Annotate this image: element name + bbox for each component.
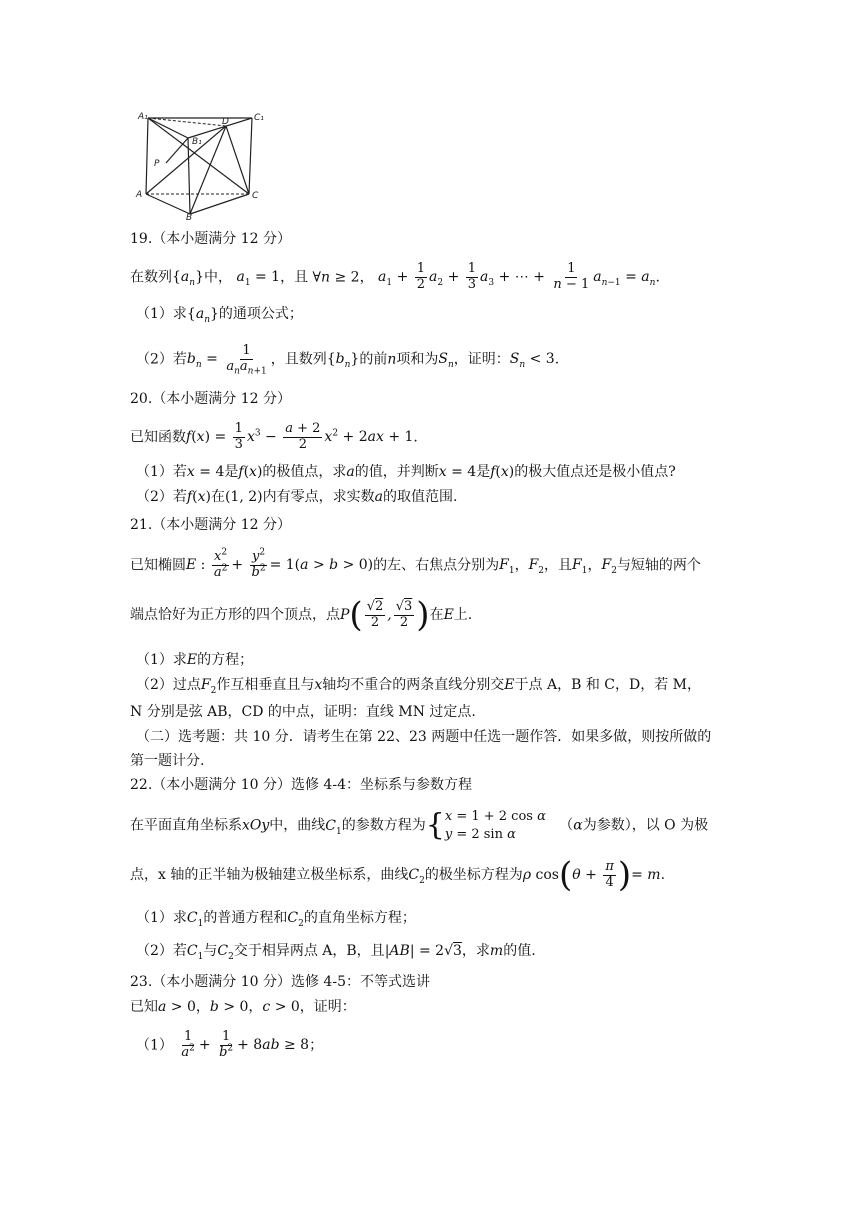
q21-stem-line2: 端点恰好为正方形的四个顶点，点P( $\frac{√2}{2}$ , $\frac{√3}{2}$ )在E上.	[130, 595, 473, 635]
q23-part1: （1） $\frac{1}{a^2}$ + $\frac{1}{b^2}$ + 8ab ≥ 8；	[136, 1029, 324, 1060]
q22-part1: （1）求$C_1$的普通方程和$C_2$的直角坐标方程；	[136, 910, 416, 929]
q21-part2-line2: N 分别是弦 AB，CD 的中点，证明：直线 MN 过定点.	[130, 704, 476, 720]
q21-stem: 已知椭圆E : $\frac{x^2}{a^2}$ + $\frac{y^2}{b^2}$ = 1(a > b > 0)的左、右焦点分别为$F_1$，$F_2$，且$F_1$，$F_2$与短轴的两个	[130, 547, 701, 580]
q22-heading: 22.（本小题满分 10 分）选修 4-4：坐标系与参数方程	[130, 777, 472, 793]
label-c1: C₁	[254, 113, 264, 123]
label-a: A	[136, 190, 143, 200]
label-a1: A₁	[138, 112, 148, 122]
q19-part1: （1）求$\{a_n\}$的通项公式；	[136, 306, 303, 325]
label-b: B	[186, 213, 193, 220]
q21-heading: 21.（本小题满分 12 分）	[130, 517, 291, 533]
label-d: D	[222, 117, 229, 127]
q20-heading: 20.（本小题满分 12 分）	[130, 391, 291, 407]
q23-stem: 已知a > 0，b > 0，c > 0，证明：	[130, 999, 356, 1015]
q22-part2: （2）若$C_1$与$C_2$交于相异两点 A，B，且|AB| = 2√3，求m的值.	[136, 943, 536, 962]
q20-stem: 已知函数f(x) = $\frac{1}{3}$ $x^3$ − $\frac{a + 2}{2}$ $x^2 + 2ax + 1$.	[130, 421, 418, 452]
q19-part2: （2）若$b_n$ = $\frac{1}{a_na_{n+1}}$ ，且数列$\{b_n\}$的前n项和为$S_n$，证明：$S_n < 3$.	[136, 343, 560, 377]
q21-part2-line1: （2）过点$F_2$作互相垂直且与x轴均不重合的两条直线分别交E于点 A，B 和 C，D，若 M，	[136, 677, 701, 696]
q22-stem-line2: 点，x 轴的正半轴为极轴建立极坐标系，曲线$C_2$的极坐标方程为ρ cos(θ + $\frac{\pi}{4}$ )= m.	[130, 855, 666, 895]
label-p: P	[154, 159, 160, 169]
prism-figure	[130, 108, 270, 220]
elective-line1: （二）选考题：共 10 分．请考生在第 22、23 两题中任选一题作答．如果多做，则按所做的	[136, 729, 712, 745]
q22-stem: 在平面直角坐标系xOy中，曲线$C_1$的参数方程为{ x = 1 + 2 cos α y = 2 sin α （α为参数），以 O 为极	[130, 807, 709, 843]
elective-line2: 第一题计分.	[130, 753, 205, 769]
q20-part1: （1）若x = 4是f(x)的极值点，求a的值，并判断x = 4是f(x)的极大值点还是极小值点?	[136, 464, 676, 480]
q23-heading: 23.（本小题满分 10 分）选修 4-5：不等式选讲	[130, 974, 430, 990]
prism-diagram	[130, 108, 270, 220]
label-b1: B₁	[192, 137, 202, 147]
q21-part1: （1）求E的方程；	[136, 652, 254, 668]
q19-heading: 19.（本小题满分 12 分）	[130, 231, 291, 247]
label-c: C	[252, 191, 259, 201]
q19-stem: 在数列$\{a_n\}$中， $a_1 = 1$，且 ∀n ≥ 2， $a_1$ + $\frac{1}{2}$ $a_2$ + $\frac{1}{3}$ $a_3$ + ⋯ + $\frac{1}{n - 1}$ $a_{n-1} = a_n$.	[130, 261, 660, 292]
q20-part2: （2）若f(x)在(1, 2)内有零点，求实数a的取值范围.	[136, 489, 458, 505]
